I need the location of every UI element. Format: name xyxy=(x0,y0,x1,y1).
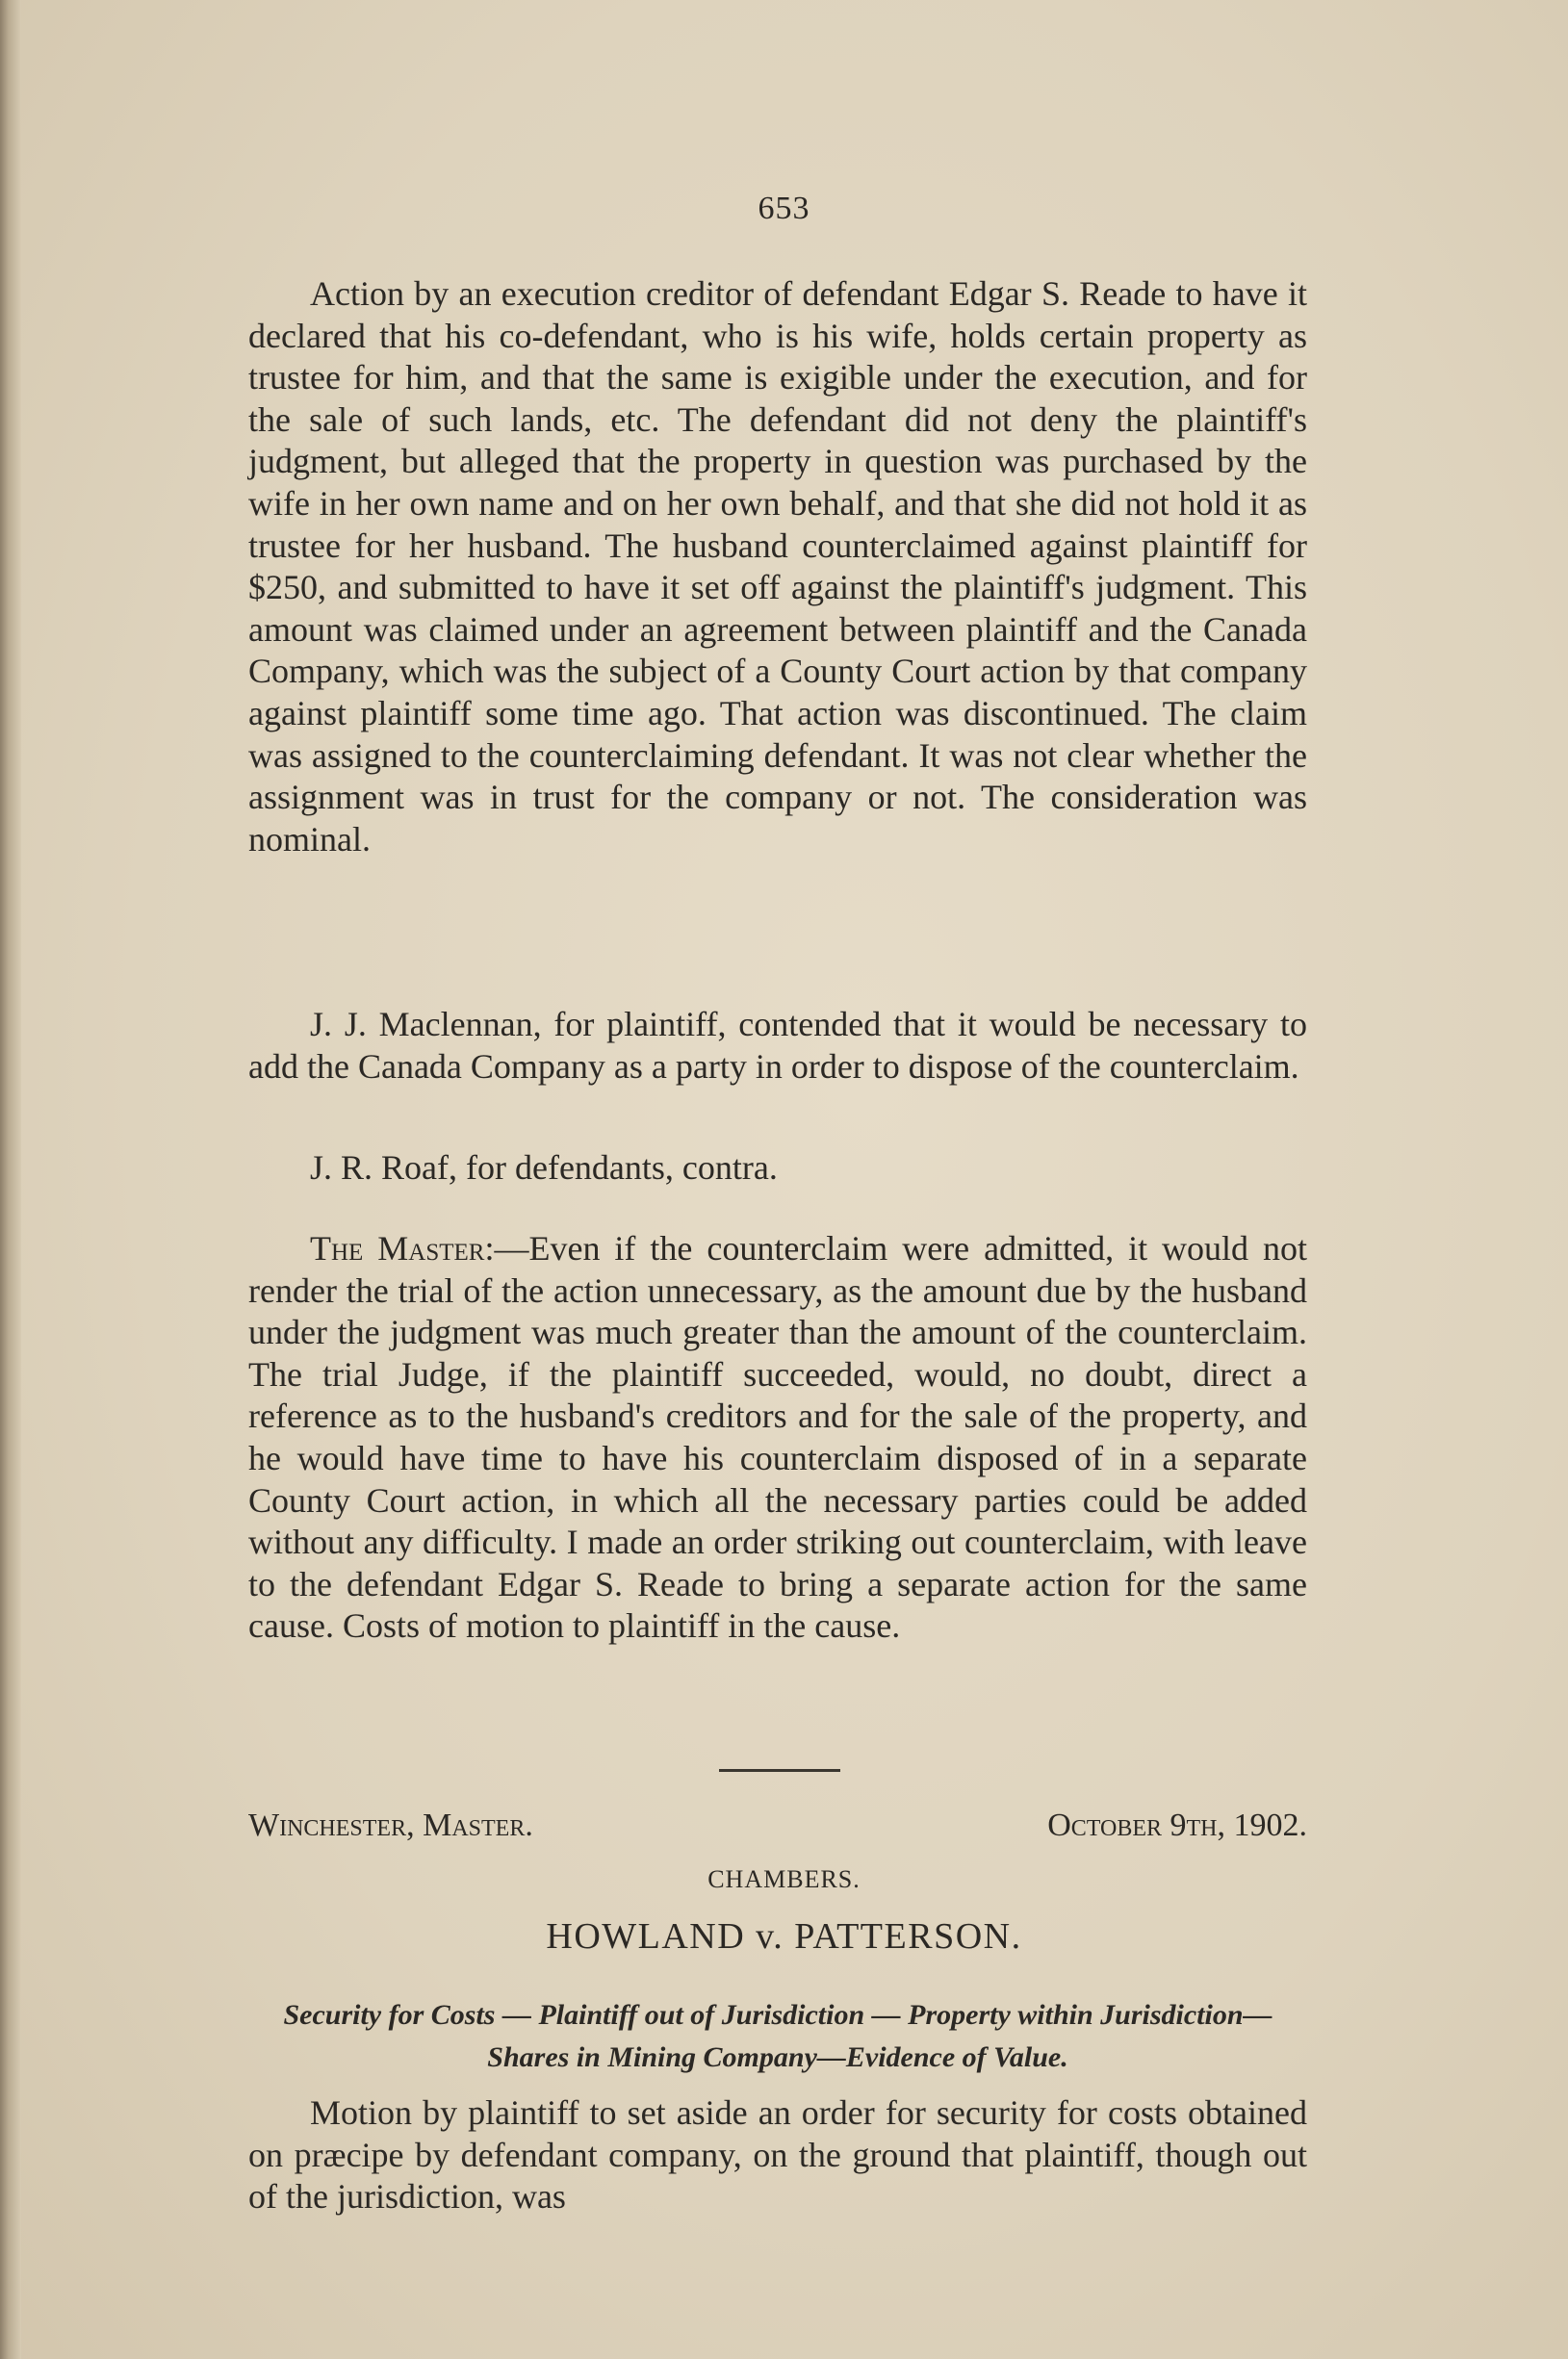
paragraph-plaintiff-counsel: J. J. Maclennan, for plaintiff, contended that it would be necessary to add the Canada Company as a party in order to dispose of the counterclaim. xyxy=(248,1005,1307,1086)
headnote: Security for Costs — Plaintiff out of Jurisdiction — Property within Jurisdiction—Shares in Mining Company—Evidence of Value. xyxy=(283,1999,1272,2073)
page-number: 653 xyxy=(758,191,810,226)
paragraph-master-judgment xyxy=(248,1228,1307,1648)
decision-date: October 9th, 1902. xyxy=(1047,1808,1307,1843)
master-lead: The Master xyxy=(310,1229,485,1268)
master-judgment-text: :—Even if the counterclaim were admitted, it would not render the trial of the action unnecessary, as the amount due by the husband under the judgment was much greater than the amount of the counterclaim. The trial Judge, if the plaintiff succeeded, would, no doubt, direct a reference as to the husband's creditors and for the sale of the property, and he would have time to have his counterclaim disposed of in a separate County Court action, in which all the necessary parties could be added without any difficulty. I made an order striking out counterclaim, with leave to the defendant Edgar S. Reade to bring a separate action for the same cause. Costs of motion to plaintiff in the cause. xyxy=(248,1229,1308,1646)
paragraph-facts: Action by an execution creditor of defendant Edgar S. Reade to have it declared that his co-defendant, who is his wife, holds certain property as trustee for him, and that the same is exigible under the execution, and for the sale of such lands, etc. The defendant did not deny the plaintiff's judgment, but alleged that the property in question was purchased by the wife in her own name and on her own behalf, and that she did not hold it as trustee for her husband. The husband counterclaimed against plaintiff for $250, and submitted to have it set off against the plaintiff's judgment. This amount was claimed under an agreement between plaintiff and the Canada Company, which was the subject of a County Court action by that company against plaintiff some time ago. That action was discontinued. The claim was assigned to the counterclaiming defendant. It was not clear whether the assignment was in trust for the company or not. The consideration was nominal. xyxy=(248,274,1307,859)
chambers-heading: CHAMBERS. xyxy=(707,1865,861,1893)
page-binding-edge xyxy=(0,0,21,2359)
paragraph-defendant-counsel: J. R. Roaf, for defendants, contra. xyxy=(310,1148,778,1187)
paragraph-motion: Motion by plaintiff to set aside an order for security for costs obtained on præcipe by defendant company, on the ground that plaintiff, though out of the jurisdiction, was xyxy=(248,2093,1307,2217)
case-title: HOWLAND v. PATTERSON. xyxy=(546,1916,1022,1957)
section-divider xyxy=(719,1769,840,1772)
judge-name: Winchester, Master. xyxy=(248,1808,533,1843)
